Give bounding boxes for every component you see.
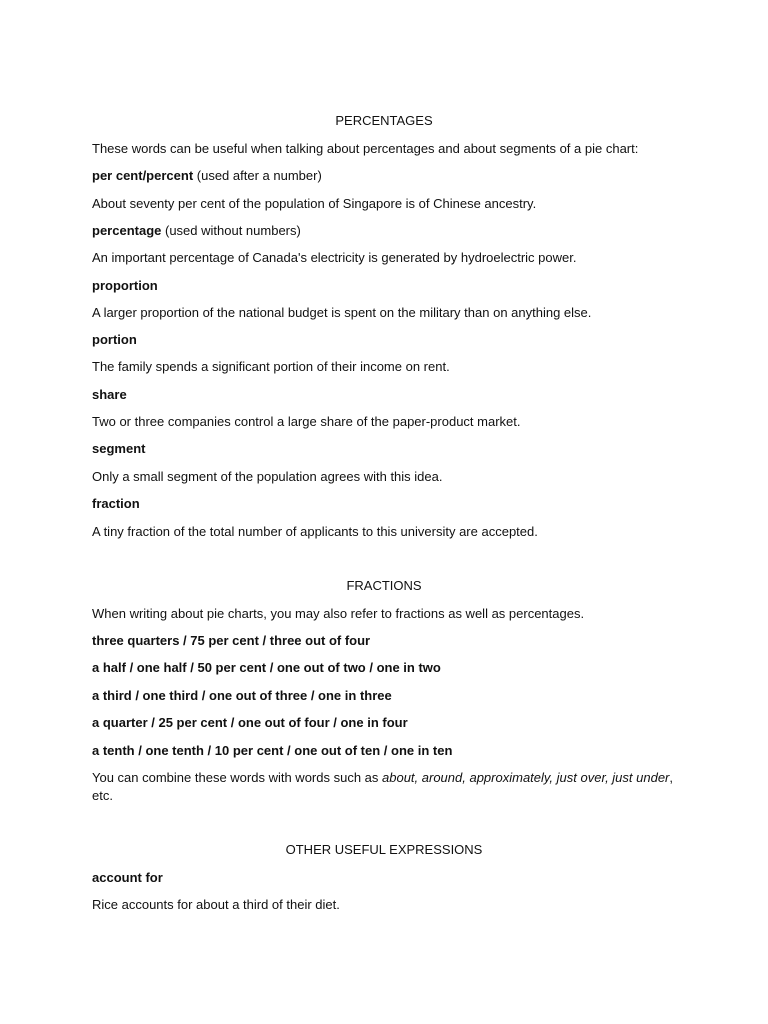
example-sentence: An important percentage of Canada's electricity is generated by hydroelectric power. xyxy=(92,250,577,265)
combine-suffix: , etc. xyxy=(92,770,674,803)
other-heading: OTHER USEFUL EXPRESSIONS xyxy=(285,842,483,857)
term-line xyxy=(92,222,692,240)
example-sentence: Two or three companies control a large share of the paper-product market. xyxy=(92,414,521,429)
fraction-expression: a quarter / 25 per cent / one out of four / one in four xyxy=(92,715,408,730)
example-sentence: The family spends a significant portion of their income on rent. xyxy=(92,359,450,374)
term-line xyxy=(92,167,692,185)
combine-italic-words: about, around, approximately, just over, just under xyxy=(382,770,670,785)
example-sentence: Rice accounts for about a third of their diet. xyxy=(92,897,340,912)
example-sentence: About seventy per cent of the population of Singapore is of Chinese ancestry. xyxy=(92,196,537,211)
term-note: (used after a number) xyxy=(193,168,322,183)
term: per cent/percent xyxy=(92,168,194,183)
term: proportion xyxy=(92,278,158,293)
term: share xyxy=(92,387,127,402)
term: fraction xyxy=(92,496,140,511)
percentages-intro: These words can be useful when talking about percentages and about segments of a pie chart: xyxy=(92,141,639,156)
fractions-intro: When writing about pie charts, you may also refer to fractions as well as percentages. xyxy=(92,606,585,621)
percentages-heading: PERCENTAGES xyxy=(335,113,433,128)
fraction-expression: a half / one half / 50 per cent / one out of two / one in two xyxy=(92,660,441,675)
combine-note xyxy=(92,769,682,805)
combine-prefix: You can combine these words with words such as xyxy=(92,770,383,785)
example-sentence: A larger proportion of the national budget is spent on the military than on anything else. xyxy=(92,305,592,320)
term: portion xyxy=(92,332,137,347)
example-sentence: Only a small segment of the population agrees with this idea. xyxy=(92,469,443,484)
term: percentage xyxy=(92,223,162,238)
fraction-expression: a tenth / one tenth / 10 per cent / one out of ten / one in ten xyxy=(92,743,453,758)
term: segment xyxy=(92,441,146,456)
fraction-expression: three quarters / 75 per cent / three out of four xyxy=(92,633,371,648)
term: account for xyxy=(92,870,163,885)
term-note: (used without numbers) xyxy=(161,223,301,238)
fraction-expression: a third / one third / one out of three / one in three xyxy=(92,688,392,703)
example-sentence: A tiny fraction of the total number of applicants to this university are accepted. xyxy=(92,524,538,539)
fractions-heading: FRACTIONS xyxy=(346,578,422,593)
